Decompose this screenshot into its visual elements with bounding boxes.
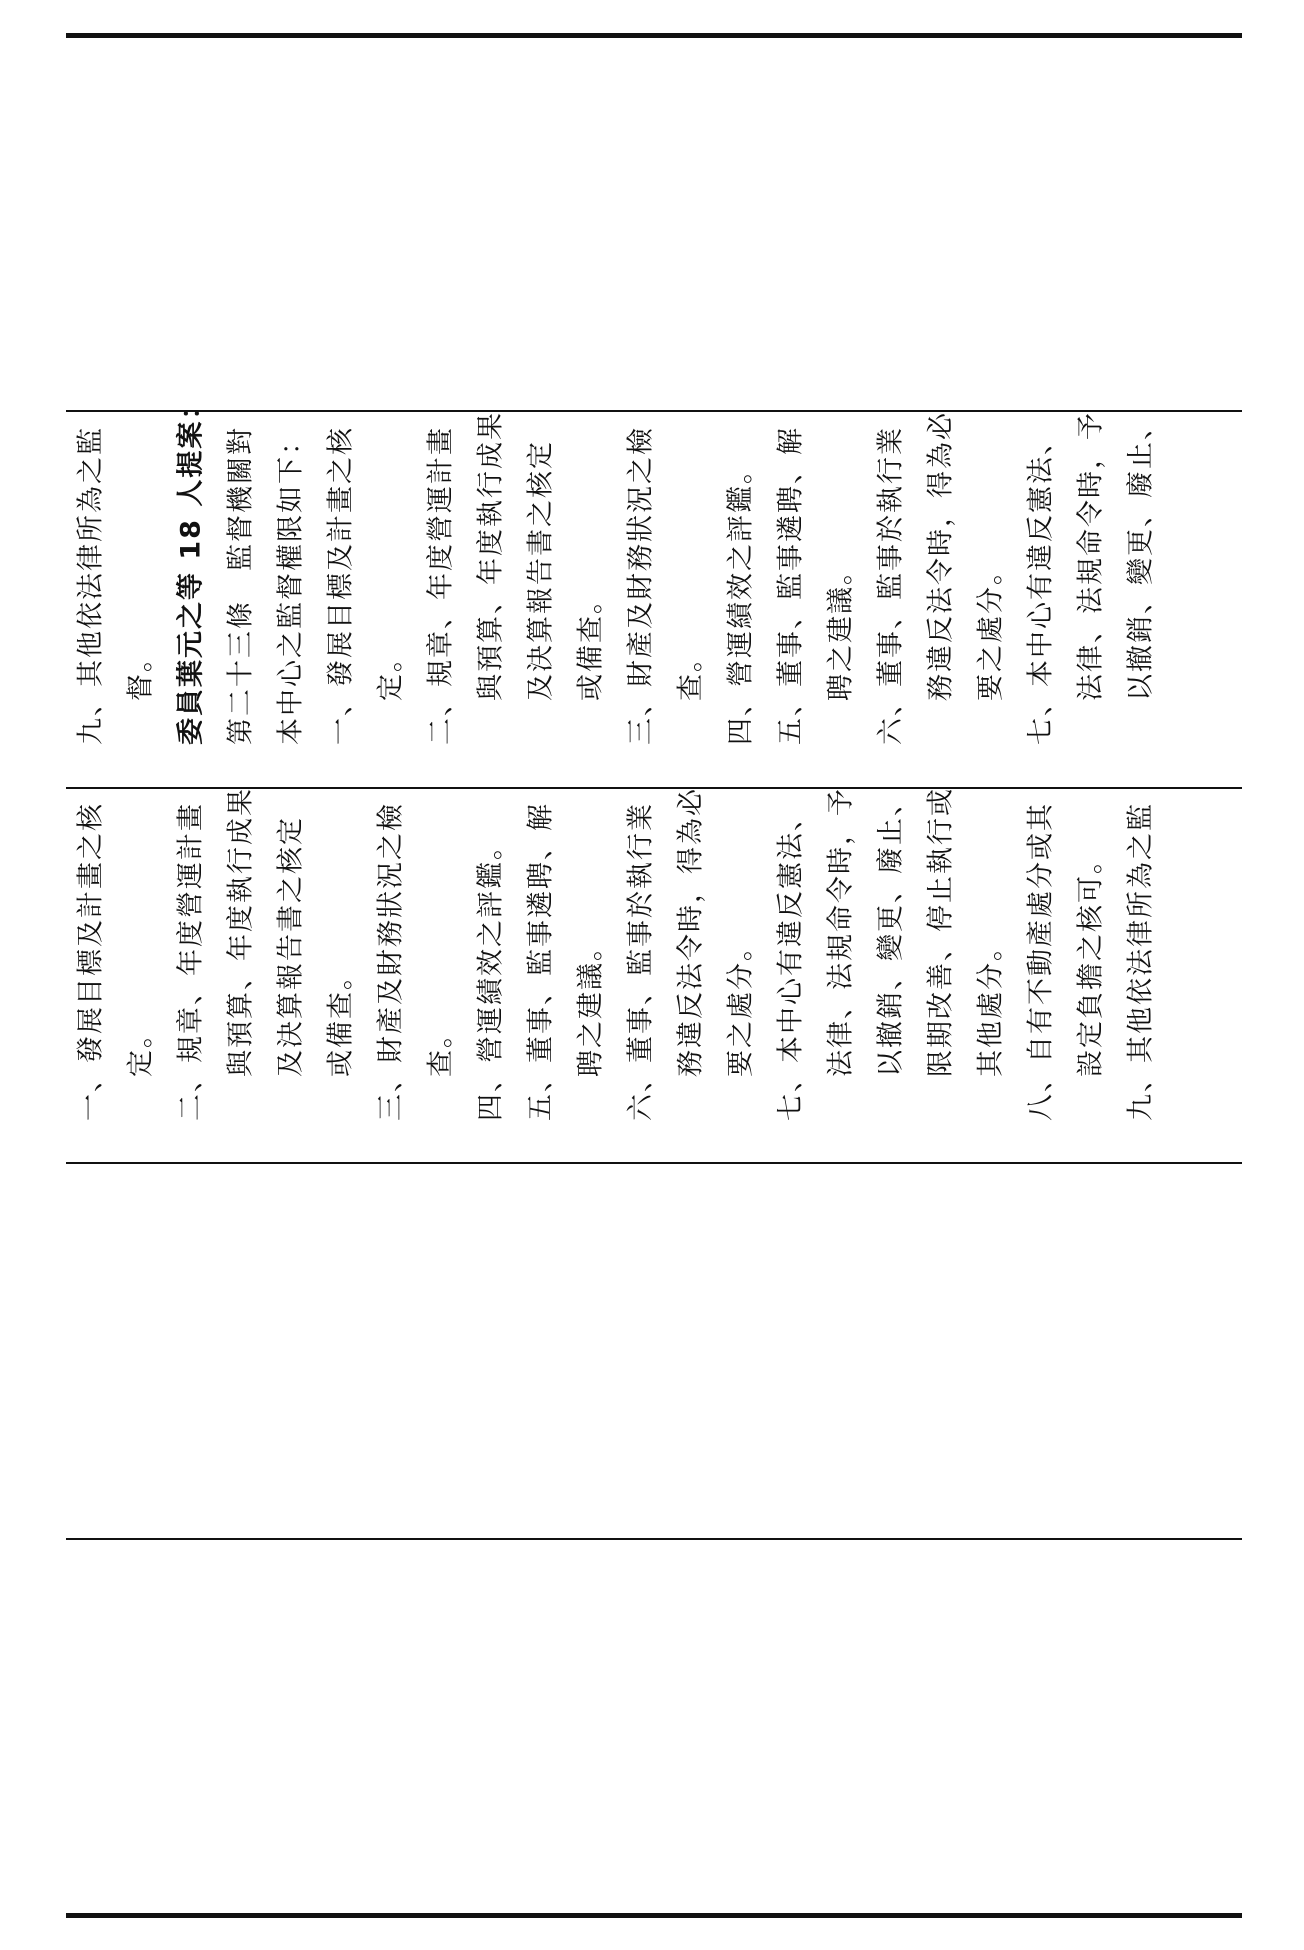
text-line-content: 及決算報告書之核定 — [525, 440, 557, 701]
text-line-content: 六、董事、監事於執行業 — [875, 426, 907, 745]
text-line-content: 第二十三條 監督機關對 — [225, 426, 257, 745]
text-line — [1116, 411, 1166, 772]
text-line — [366, 426, 416, 772]
text-line — [866, 426, 916, 772]
text-line — [516, 426, 566, 772]
text-line-content: 九、其他依法律所為之監 — [75, 426, 107, 745]
text-line-content: 二、規章、年度營運計畫 — [425, 426, 457, 745]
text-line — [416, 802, 466, 1148]
text-line-content: 一、發展目標及計畫之核 — [75, 802, 107, 1121]
text-line-content: 以撤銷、變更、廢止、 — [875, 787, 907, 1077]
text-line-content: 要之處分。 — [975, 556, 1007, 701]
text-line — [516, 802, 566, 1148]
bottom-border — [66, 1913, 1242, 1918]
text-line-content: 查。 — [675, 643, 707, 701]
text-line-content: 督。 — [125, 643, 157, 701]
text-line — [1066, 802, 1116, 1148]
text-line-content: 本中心之監督權限如下： — [275, 426, 307, 745]
text-line — [916, 411, 966, 772]
text-line — [966, 802, 1016, 1148]
text-line — [866, 787, 916, 1148]
text-line-content: 法律、法規命令時，予 — [1075, 411, 1107, 701]
text-line-content: 四、營運績效之評鑑。 — [725, 455, 757, 745]
text-line-content: 三、財產及財務狀況之檢 — [375, 802, 407, 1121]
text-line — [66, 802, 116, 1148]
text-line — [116, 426, 166, 772]
text-line-content: 查。 — [425, 1019, 457, 1077]
text-line-content: 及決算報告書之核定 — [275, 816, 307, 1077]
text-line — [616, 802, 666, 1148]
table-cell-empty-bottom — [66, 1540, 1242, 1913]
table-cell-amendment-text — [66, 390, 1242, 772]
text-line-content: 五、董事、監事遴聘、解 — [775, 426, 807, 745]
text-line-content: 七、本中心有違反憲法、 — [1025, 426, 1057, 745]
text-line — [366, 802, 416, 1148]
text-line — [666, 426, 716, 772]
text-line-content: 務違反法令時，得為必 — [925, 411, 957, 701]
text-line — [616, 426, 666, 772]
text-line — [716, 802, 766, 1148]
text-line — [916, 787, 966, 1148]
text-line — [966, 426, 1016, 772]
text-line-content: 或備查。 — [575, 585, 607, 701]
text-line — [716, 426, 766, 772]
table-cell-current-text — [66, 787, 1242, 1148]
text-line — [766, 426, 816, 772]
text-line — [466, 411, 516, 772]
text-line-content: 三、財產及財務狀況之檢 — [625, 426, 657, 745]
table-cell-empty-lower — [66, 1164, 1242, 1538]
text-line — [1016, 426, 1066, 772]
text-line — [166, 802, 216, 1148]
text-line-content: 委員葉元之等 18 人提案： — [175, 390, 207, 745]
text-line — [266, 426, 316, 772]
text-line — [316, 426, 366, 772]
text-line — [166, 390, 216, 772]
text-line-content: 與預算、年度執行成果 — [225, 787, 257, 1077]
text-line — [216, 426, 266, 772]
text-line-content: 要之處分。 — [725, 932, 757, 1077]
text-line — [466, 802, 516, 1148]
text-line-content: 九、其他依法律所為之監 — [1125, 802, 1157, 1121]
text-line — [566, 426, 616, 772]
text-line-content: 限期改善、停止執行或 — [925, 787, 957, 1077]
text-line — [316, 802, 366, 1148]
text-line-content: 聘之建議。 — [825, 556, 857, 701]
text-line-content: 務違反法令時，得為必 — [675, 787, 707, 1077]
text-line-content: 二、規章、年度營運計畫 — [175, 802, 207, 1121]
text-line-content: 或備查。 — [325, 961, 357, 1077]
text-line — [1116, 802, 1166, 1148]
text-line — [816, 426, 866, 772]
row-divider-1 — [66, 410, 1242, 412]
text-line-content: 與預算、年度執行成果 — [475, 411, 507, 701]
text-line — [1066, 411, 1116, 772]
text-line-content: 聘之建議。 — [575, 932, 607, 1077]
text-line-content: 八、自有不動產處分或其 — [1025, 802, 1057, 1121]
table-cell-empty-top — [66, 38, 1242, 410]
text-line — [216, 787, 266, 1148]
text-line — [416, 426, 466, 772]
text-line-content: 設定負擔之核可。 — [1075, 845, 1107, 1077]
text-line-content: 定。 — [125, 1019, 157, 1077]
text-line-content: 以撤銷、變更、廢止、 — [1125, 411, 1157, 701]
text-line — [66, 426, 116, 772]
text-line-content: 七、本中心有違反憲法、 — [775, 802, 807, 1121]
text-line-content: 六、董事、監事於執行業 — [625, 802, 657, 1121]
text-line — [666, 787, 716, 1148]
text-line-content: 五、董事、監事遴聘、解 — [525, 802, 557, 1121]
text-line-content: 法律、法規命令時，予 — [825, 787, 857, 1077]
text-line — [1016, 802, 1066, 1148]
text-line — [266, 802, 316, 1148]
text-line — [116, 802, 166, 1148]
text-line — [816, 787, 866, 1148]
text-line-content: 其他處分。 — [975, 932, 1007, 1077]
text-line — [566, 802, 616, 1148]
text-line-content: 四、營運績效之評鑑。 — [475, 831, 507, 1121]
text-line — [766, 802, 816, 1148]
text-line-content: 一、發展目標及計畫之核 — [325, 426, 357, 745]
text-line-content: 定。 — [375, 643, 407, 701]
